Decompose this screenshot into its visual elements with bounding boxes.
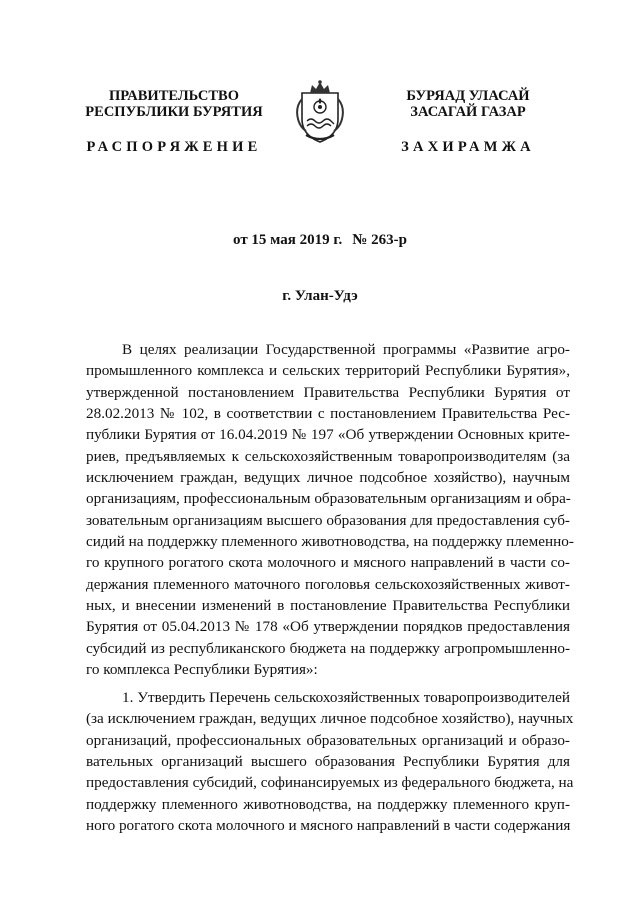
text-line: (за исключением граждан, ведущих личное подсобное хозяйство), научных: [86, 710, 574, 728]
document-number: № 263-р: [352, 232, 407, 248]
text-line: го крупного рогатого скота молочного и мясного направлений в части со-: [86, 554, 570, 572]
text-line: риев, предъявляемых к сельскохозяйственным товаропроизводителям (за: [86, 447, 570, 465]
text-line: 28.02.2013 № 102, в соответствии с постановлением Правительства Рес-: [86, 405, 570, 423]
city-line: г. Улан-Удэ: [282, 288, 358, 304]
date-number-line: [0, 232, 640, 249]
text-line: зовательным организациям высшего образования для предоставления суб-: [86, 511, 570, 529]
paragraph-preamble: [86, 339, 574, 681]
coat-of-arms-icon: [292, 79, 348, 145]
text-line: субсидий из республиканского бюджета на поддержку агропромышленно-: [86, 639, 570, 657]
header-left: [74, 88, 274, 120]
text-line: организациям, профессиональным образовательным организациям и обра-: [86, 490, 571, 508]
text-line: 1. Утвердить Перечень сельскохозяйственных товаропроизводителей: [122, 689, 570, 706]
header-left-line1: ПРАВИТЕЛЬСТВО: [109, 88, 239, 104]
text-line: организаций, профессиональных образовательных организаций и образо-: [86, 731, 570, 749]
text-line: поддержку племенного животноводства, на поддержку племенного круп-: [86, 795, 570, 813]
text-line: исключением граждан, ведущих личное подсобное хозяйство), научным: [86, 469, 570, 487]
text-line: В целях реализации Государственной программы «Развитие агро-: [122, 341, 570, 358]
text-line: держания племенного маточного поголовья сельскохозяйственных живот-: [86, 575, 570, 593]
header-left-line2: РЕСПУБЛИКИ БУРЯТИЯ: [85, 104, 263, 120]
header-right-line2: ЗАСАГАЙ ГАЗАР: [410, 104, 526, 120]
text-line: промышленного комплекса и сельских территорий Республики Бурятия»,: [86, 362, 570, 380]
text-line: предоставления субсидий, софинансируемых из федерального бюджета, на: [86, 774, 574, 792]
text-line: го комплекса Республики Бурятия»:: [86, 661, 318, 679]
text-line: вательных организаций высшего образования Республики Бурятия для: [86, 753, 570, 771]
text-line: сидий на поддержку племенного животноводства, на поддержку племенно-: [86, 533, 574, 551]
document-date: от 15 мая 2019 г.: [233, 232, 343, 248]
text-line: ных, и внесении изменений в постановление Правительства Республики: [86, 597, 570, 615]
doc-kind-russian: РАСПОРЯЖЕНИЕ: [86, 139, 262, 155]
text-line: ного рогатого скота молочного и мясного направлений в части содержания: [86, 817, 571, 835]
header-right: [368, 88, 568, 120]
doc-kind-buryat: ЗАХИРАМЖА: [401, 139, 535, 155]
paragraph-item-1: [86, 687, 574, 836]
text-line: Бурятия от 05.04.2013 № 178 «Об утверждении порядков предоставления: [86, 618, 570, 636]
text-line: публики Бурятия от 16.04.2019 № 197 «Об утверждении Основных крите-: [86, 426, 570, 444]
header-right-line1: БУРЯАД УЛАСАЙ: [406, 88, 530, 104]
text-line: утвержденной постановлением Правительства Республики Бурятия от: [86, 383, 570, 401]
